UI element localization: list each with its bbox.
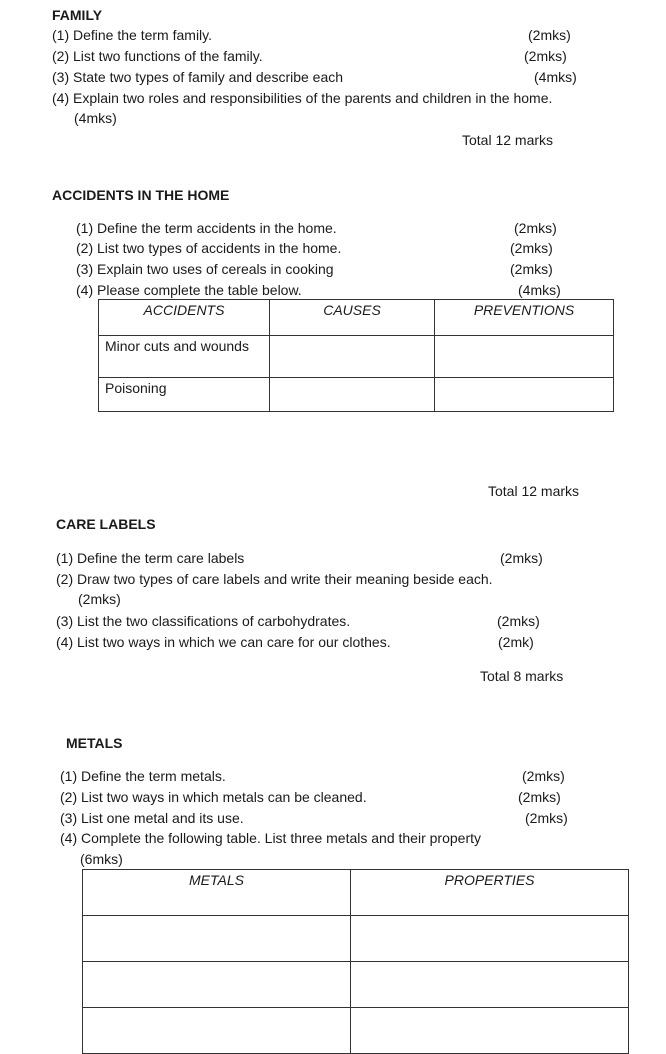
preventions-col-header: PREVENTIONS [435, 300, 614, 336]
accidents-q2: (2) List two types of accidents in the home. [76, 240, 342, 256]
metals-table [82, 869, 629, 1054]
family-q3: (3) State two types of family and describe each [52, 69, 344, 85]
accidents-q1: (1) Define the term accidents in the home. [76, 220, 337, 236]
care-labels-q4: (4) List two ways in which we can care for our clothes. [56, 634, 391, 650]
metals-col-header: METALS [83, 870, 351, 916]
prevention-cell[interactable] [435, 378, 614, 412]
metals-q4: (4) Complete the following table. List three metals and their property [60, 830, 481, 846]
care-labels-q3: (3) List the two classifications of carbohydrates. [56, 613, 351, 629]
family-total: Total 12 marks [462, 132, 554, 148]
accidents-q3: (3) Explain two uses of cereals in cooking [76, 261, 334, 277]
accidents-total: Total 12 marks [488, 483, 580, 499]
metals-q2: (2) List two ways in which metals can be cleaned. [60, 789, 367, 805]
cause-cell[interactable] [270, 336, 435, 378]
metals-q3-marks: (2mks) [525, 810, 568, 826]
accidents-q4: (4) Please complete the table below. [76, 282, 302, 298]
family-q1: (1) Define the term family. [52, 27, 213, 43]
care-labels-q4-marks: (2mk) [498, 634, 534, 650]
accidents-table [98, 299, 614, 412]
family-q4-marks: (4mks) [74, 110, 117, 126]
family-heading: FAMILY [52, 7, 103, 23]
accident-cell: Minor cuts and wounds [99, 336, 270, 378]
causes-col-header: CAUSES [270, 300, 435, 336]
family-q1-marks: (2mks) [528, 27, 571, 43]
care-labels-heading: CARE LABELS [56, 516, 156, 532]
properties-col-header: PROPERTIES [351, 870, 629, 916]
family-q4: (4) Explain two roles and responsibilities of the parents and children in the home. [52, 90, 553, 106]
accidents-q3-marks: (2mks) [510, 261, 553, 277]
metals-heading: METALS [66, 735, 123, 751]
care-labels-q1-marks: (2mks) [500, 550, 543, 566]
accidents-q2-marks: (2mks) [510, 240, 553, 256]
care-labels-q1: (1) Define the term care labels [56, 550, 245, 566]
accidents-q4-marks: (4mks) [518, 282, 561, 298]
cause-cell[interactable] [270, 378, 435, 412]
care-labels-q2-marks: (2mks) [78, 591, 121, 607]
metals-q1-marks: (2mks) [522, 768, 565, 784]
metal-cell[interactable] [83, 916, 351, 962]
metal-cell[interactable] [83, 1008, 351, 1054]
metals-q3: (3) List one metal and its use. [60, 810, 244, 826]
metals-q1: (1) Define the term metals. [60, 768, 226, 784]
property-cell[interactable] [351, 1008, 629, 1054]
care-labels-total: Total 8 marks [480, 668, 564, 684]
family-q3-marks: (4mks) [534, 69, 577, 85]
accidents-heading: ACCIDENTS IN THE HOME [52, 187, 230, 203]
property-cell[interactable] [351, 916, 629, 962]
accidents-q1-marks: (2mks) [514, 220, 557, 236]
family-q2: (2) List two functions of the family. [52, 48, 263, 64]
care-labels-q2: (2) Draw two types of care labels and write their meaning beside each. [56, 571, 493, 587]
metals-q2-marks: (2mks) [518, 789, 561, 805]
metal-cell[interactable] [83, 962, 351, 1008]
prevention-cell[interactable] [435, 336, 614, 378]
family-q2-marks: (2mks) [524, 48, 567, 64]
metals-q4-marks: (6mks) [80, 851, 123, 867]
accidents-col-header: ACCIDENTS [99, 300, 270, 336]
accident-cell: Poisoning [99, 378, 270, 412]
care-labels-q3-marks: (2mks) [497, 613, 540, 629]
property-cell[interactable] [351, 962, 629, 1008]
